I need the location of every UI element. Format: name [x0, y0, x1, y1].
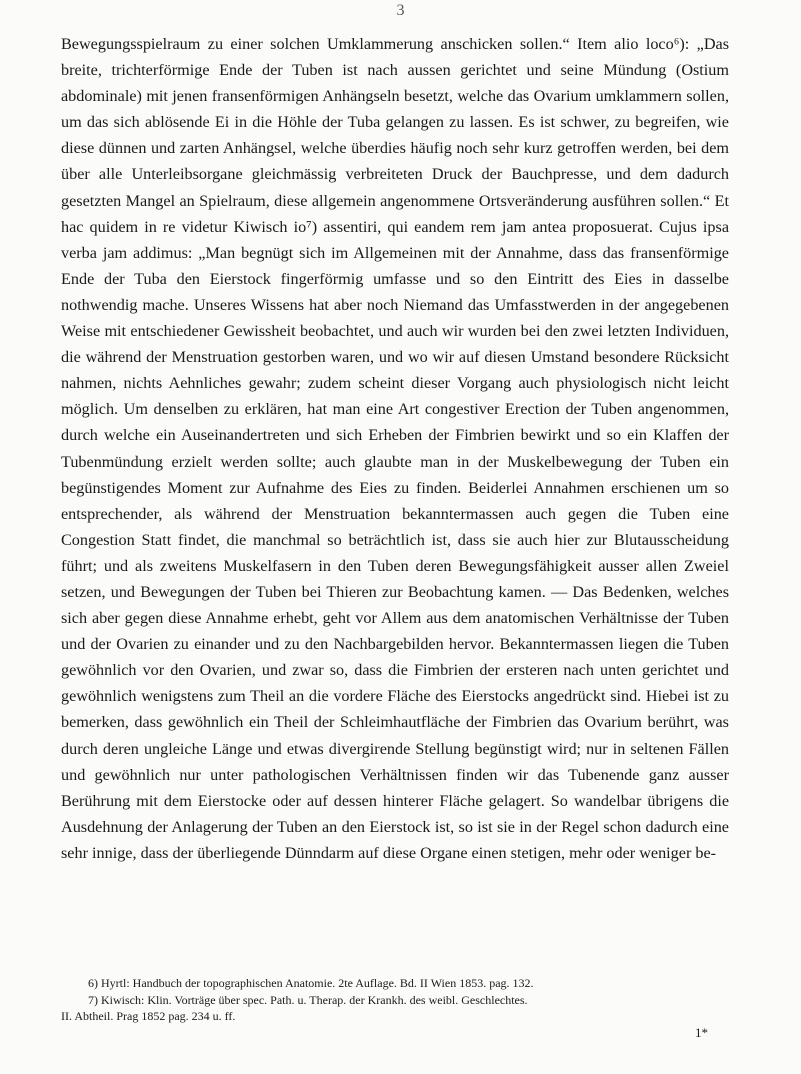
printer-signature: 1*	[695, 1025, 708, 1040]
footnote-7-continuation: II. Abtheil. Prag 1852 pag. 234 u. ff.	[61, 1009, 236, 1023]
page-number: 3	[396, 2, 405, 19]
footnotes	[61, 975, 729, 1025]
footnote-7: 7) Kiwisch: Klin. Vorträge über spec. Path. u. Therap. der Krankh. des weibl. Geschlechtes.	[88, 992, 528, 1007]
body-paragraph: Bewegungsspielraum zu einer solchen Umklammerung anschicken sollen.“ Item alio loco⁶): „Das breite, trichterförmige Ende der Tuben ist nach aussen gerichtet und seine Mündung (Ostium abdominale) mit jenen fransenförmigen Anhängseln besetzt, welche das Ovarium umklammern sollen, um das sich ablösende Ei in die Höhle der Tuba gelangen zu lassen. Es ist schwer, zu begreifen, wie diese dünnen und zarten Anhängsel, welche überdies häufig noch sehr kurz getroffen werden, bei dem über alle Unterleibsorgane gleichmässig verbreiteten Druck der Bauchpresse, und dem dadurch gesetzten Mangel an Spielraum, diese allgemein angenommene Ortsveränderung ausführen sollen.“ Et hac quidem in re videtur Kiwisch io⁷) assentiri, qui eandem rem jam antea proposuerat. Cujus ipsa verba jam addimus: „Man begnügt sich im Allgemeinen mit der Annahme, dass das fransenförmige Ende der Tuba den Eierstock fingerförmig umfasse und so den Eintritt des Eies in dasselbe nothwendig mache. Unseres Wissens hat aber noch Niemand das Umfasstwerden in der angegebenen Weise mit entschiedener Gewissheit beobachtet, und auch wir wurden bei den zwei letzten Individuen, die während der Menstruation gestorben waren, und wo wir auf diesen Umstand besondere Rücksicht nahmen, nichts Aehnliches gewahr; zudem scheint dieser Vorgang auch physiologisch nicht leicht möglich. Um denselben zu erklären, hat man eine Art congestiver Erection der Tuben angenommen, durch welche ein Auseinandertreten und sich Erheben der Fimbrien bewirkt und so ein Klaffen der Tubenmündung erzielt werden sollte; auch glaubte man in der Muskelbewegung der Tuben ein begünstigendes Moment zur Aufnahme des Eies zu finden. Beiderlei Annahmen erschienen um so entsprechender, als während der Menstruation bekanntermassen auch gegen die Tuben eine Congestion Statt findet, die manchmal so beträchtlich ist, dass sie auch hier zur Blutausscheidung führt; und als zweitens Muskelfasern in den Tuben deren Bewegungsfähigkeit ausser allen Zweiel setzen, und Bewegungen der Tuben bei Thieren zur Beobachtung kamen. — Das Bedenken, welches sich aber gegen diese Annahme erhebt, geht vor Allem aus dem anatomischen Verhältnisse der Tuben und der Ovarien zu einander und zu den Nachbargebilden hervor. Bekanntermassen liegen die Tuben gewöhnlich vor den Ovarien, und zwar so, dass die Fimbrien der ersteren nach unten gerichtet und gewöhnlich wenigstens zum Theil an die vordere Fläche des Eierstocks angedrückt sind. Hiebei ist zu bemerken, dass gewöhnlich ein Theil der Schleimhautfläche der Fimbrien das Ovarium berührt, was durch deren ungleiche Länge und etwas divergirende Stellung begünstigt wird; nur in seltenen Fällen und gewöhnlich nur unter pathologischen Verhältnissen finden wir das Tubenende ganz ausser Berührung mit dem Eierstocke oder auf dessen hinterer Fläche gelagert. So wandelbar übrigens die Ausdehnung der Anlagerung der Tuben an den Eierstock ist, so ist sie in der Regel schon dadurch eine sehr innige, dass der überliegende Dünndarm auf diese Organe einen stetigen, mehr oder weniger be-	[61, 35, 729, 862]
footnote-6: 6) Hyrtl: Handbuch der topographischen Anatomie. 2te Auflage. Bd. II Wien 1853. pag. 132.	[88, 976, 534, 990]
body-text	[61, 31, 729, 866]
